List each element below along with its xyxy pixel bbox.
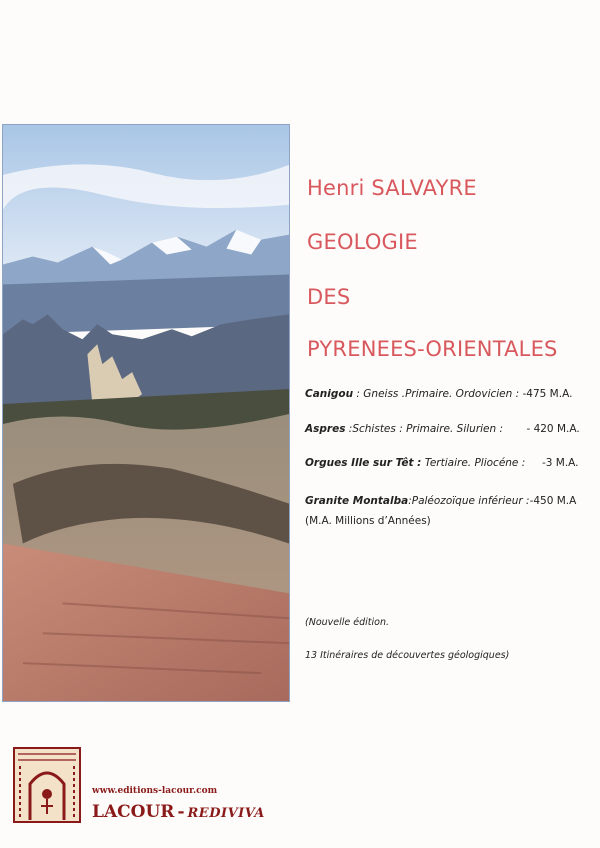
publisher-main: LACOUR [92, 802, 175, 822]
edition-note: (Nouvelle édition. [305, 617, 389, 628]
fact-age: - 420 M.A. [526, 423, 580, 435]
fact-age: -3 M.A. [541, 457, 579, 469]
fact-desc: :Paléozoïque inférieur : [408, 495, 530, 507]
author-name: Henri SALVAYRE [307, 176, 477, 200]
publisher-subname: REDIVIVA [187, 806, 265, 821]
fact-site: Aspres [305, 423, 346, 435]
itineraries-note: 13 Itinéraires de découvertes géologiques) [305, 650, 510, 661]
fact-aspres [305, 423, 580, 435]
publisher-dash: - [177, 802, 185, 822]
title-line-2: DES [307, 285, 351, 309]
units-note: (M.A. Millions d’Années) [305, 515, 431, 527]
fact-site: Orgues Ille sur Têt : [305, 457, 422, 469]
publisher-name [92, 802, 265, 822]
fact-montalba [305, 495, 576, 507]
title-line-1: GEOLOGIE [307, 230, 418, 254]
fact-desc: :Schistes : Primaire. Silurien : [348, 423, 504, 435]
fact-site: Granite Montalba [305, 495, 409, 507]
fact-orgues [305, 457, 579, 469]
publisher-url[interactable]: www.editions-lacour.com [92, 786, 218, 796]
cover-photo-landscape [2, 124, 290, 702]
fact-site: Canigou [305, 388, 354, 400]
fact-canigou [305, 388, 572, 400]
title-line-3: PYRENEES-ORIENTALES [307, 337, 558, 361]
fact-age: -475 M.A. [522, 388, 573, 400]
fact-age: -450 M.A [529, 495, 577, 507]
mountain-landscape-image [3, 125, 289, 701]
fact-desc: : Gneiss .Primaire. Ordovicien : [356, 388, 520, 400]
archway-logo-icon [12, 744, 82, 824]
fact-desc: Tertiaire. Pliocéne : [424, 457, 526, 469]
